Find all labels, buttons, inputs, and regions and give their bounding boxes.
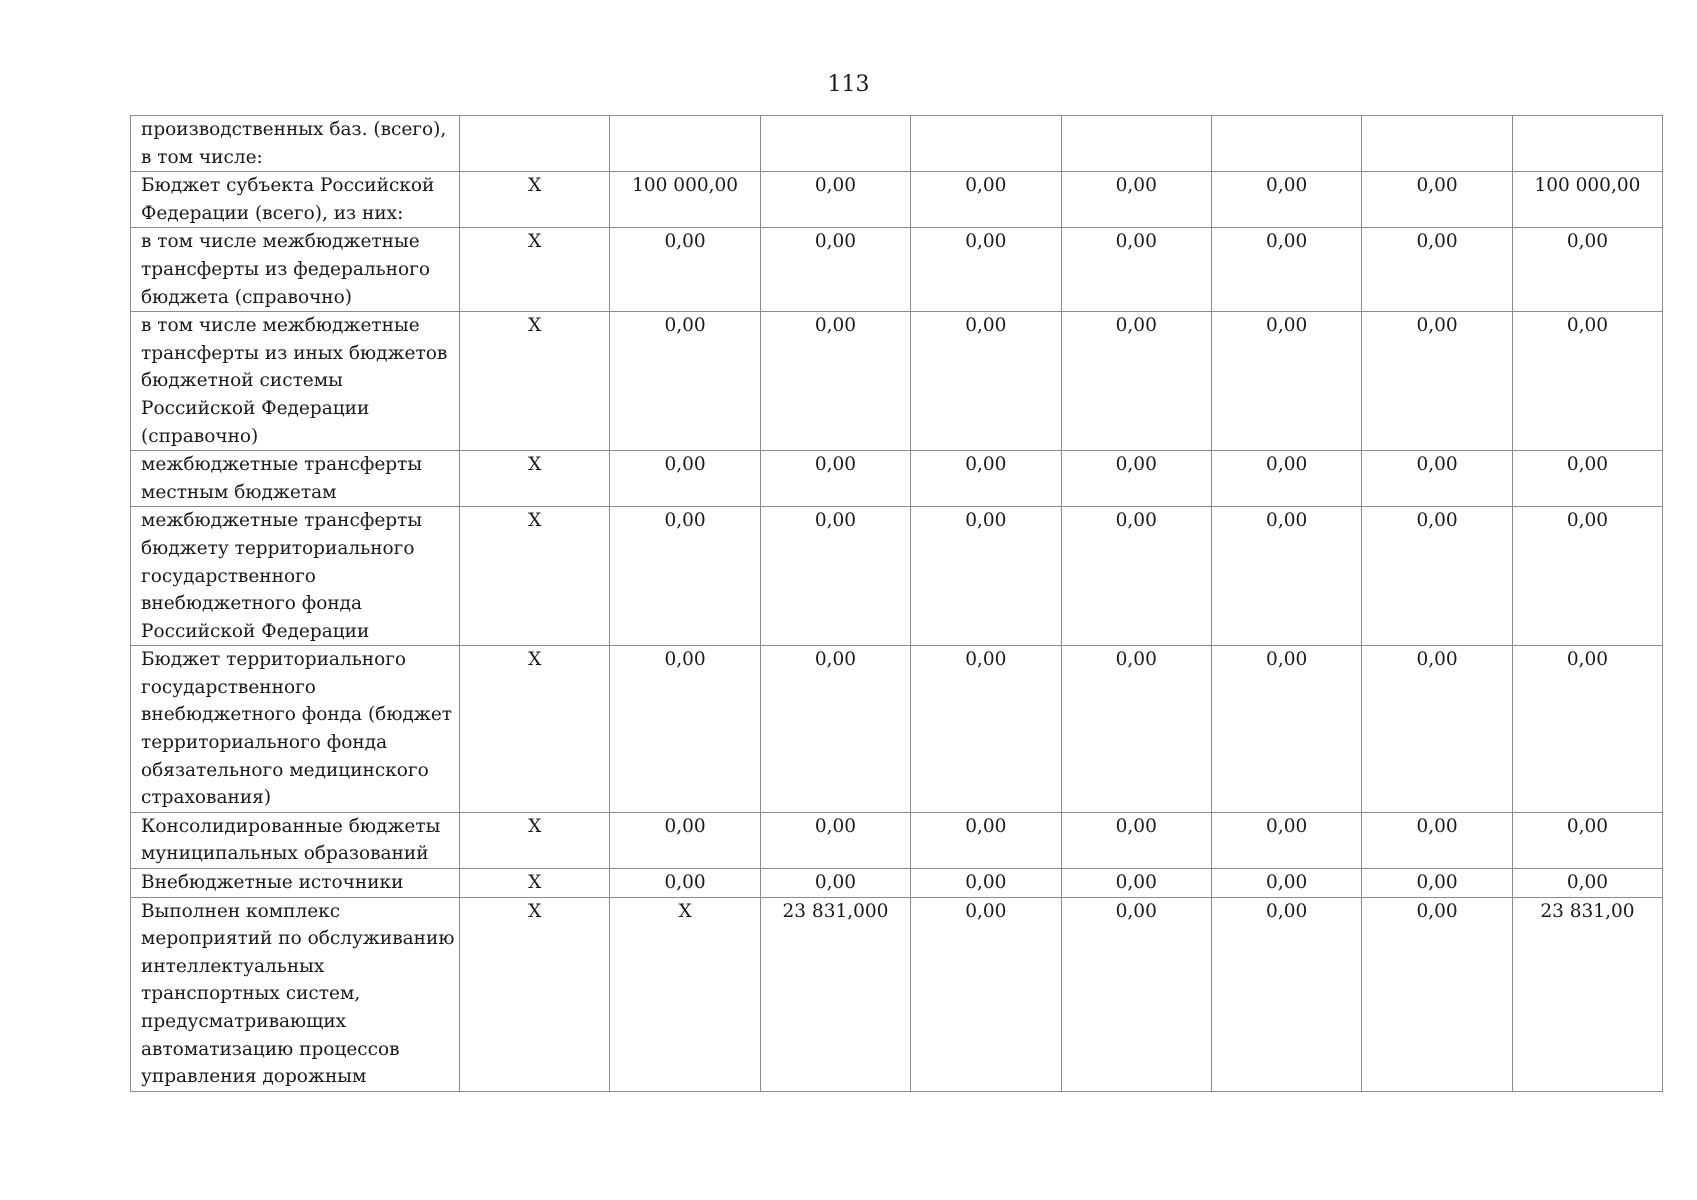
row-value-col-6: 0,00 — [1211, 897, 1361, 1091]
table-row — [131, 451, 1663, 507]
row-value-col-6: 0,00 — [1211, 451, 1361, 507]
row-value-col-4: 0,00 — [911, 228, 1061, 312]
row-value-col-6: 0,00 — [1211, 646, 1361, 813]
row-value-col-4: 0,00 — [911, 646, 1061, 813]
row-value-col-7: 0,00 — [1362, 897, 1512, 1091]
row-value-col-1: Х — [460, 897, 610, 1091]
row-value-col-8: 100 000,00 — [1512, 172, 1662, 228]
row-label: производственных баз. (всего), в том числе: — [131, 116, 460, 172]
row-value-col-2: Х — [610, 897, 760, 1091]
row-value-col-3: 0,00 — [760, 172, 910, 228]
row-value-col-6: 0,00 — [1211, 812, 1361, 868]
row-value-col-3: 0,00 — [760, 228, 910, 312]
row-value-col-1: Х — [460, 451, 610, 507]
row-value-col-3: 0,00 — [760, 646, 910, 813]
row-value-col-5: 0,00 — [1061, 228, 1211, 312]
row-value-col-4: 0,00 — [911, 312, 1061, 451]
row-value-col-4: 0,00 — [911, 172, 1061, 228]
row-value-col-1: Х — [460, 228, 610, 312]
row-label: в том числе межбюджетные трансферты из иных бюджетов бюджетной системы Российской Федерации (справочно) — [131, 312, 460, 451]
row-value-col-4: 0,00 — [911, 897, 1061, 1091]
row-value-col-1: Х — [460, 172, 610, 228]
row-value-col-7: 0,00 — [1362, 646, 1512, 813]
row-value-col-2: 0,00 — [610, 451, 760, 507]
table-row — [131, 116, 1663, 172]
row-value-col-5: 0,00 — [1061, 897, 1211, 1091]
row-value-col-3: 0,00 — [760, 312, 910, 451]
row-value-col-5: 0,00 — [1061, 812, 1211, 868]
row-value-col-6: 0,00 — [1211, 507, 1361, 646]
row-value-col-2: 0,00 — [610, 869, 760, 898]
table-row — [131, 812, 1663, 868]
row-value-col-3: 0,00 — [760, 451, 910, 507]
row-value-col-1: Х — [460, 646, 610, 813]
row-value-col-8: 23 831,00 — [1512, 897, 1662, 1091]
row-value-col-4: 0,00 — [911, 507, 1061, 646]
row-label: Бюджет субъекта Российской Федерации (всего), из них: — [131, 172, 460, 228]
row-label: Бюджет территориального государственного внебюджетного фонда (бюджет территориального фонда обязательного медицинского страхования) — [131, 646, 460, 813]
row-value-col-1: Х — [460, 869, 610, 898]
row-value-col-7: 0,00 — [1362, 507, 1512, 646]
row-value-col-6 — [1211, 116, 1361, 172]
row-value-col-8: 0,00 — [1512, 228, 1662, 312]
page-number: 113 — [827, 72, 870, 97]
row-value-col-4 — [911, 116, 1061, 172]
row-value-col-7 — [1362, 116, 1512, 172]
row-value-col-2: 0,00 — [610, 812, 760, 868]
table-body — [131, 116, 1663, 1092]
row-value-col-3: 0,00 — [760, 869, 910, 898]
row-value-col-8: 0,00 — [1512, 646, 1662, 813]
row-value-col-5: 0,00 — [1061, 172, 1211, 228]
row-label: Консолидированные бюджеты муниципальных образований — [131, 812, 460, 868]
table-row — [131, 228, 1663, 312]
row-value-col-7: 0,00 — [1362, 451, 1512, 507]
row-value-col-6: 0,00 — [1211, 172, 1361, 228]
row-value-col-2: 0,00 — [610, 312, 760, 451]
table-row — [131, 897, 1663, 1091]
row-value-col-1 — [460, 116, 610, 172]
row-value-col-1: Х — [460, 812, 610, 868]
row-value-col-7: 0,00 — [1362, 812, 1512, 868]
table-row — [131, 869, 1663, 898]
row-value-col-8 — [1512, 116, 1662, 172]
row-value-col-7: 0,00 — [1362, 869, 1512, 898]
row-value-col-4: 0,00 — [911, 869, 1061, 898]
table-row — [131, 646, 1663, 813]
row-value-col-2: 100 000,00 — [610, 172, 760, 228]
row-value-col-2: 0,00 — [610, 507, 760, 646]
row-label: межбюджетные трансферты местным бюджетам — [131, 451, 460, 507]
row-value-col-8: 0,00 — [1512, 869, 1662, 898]
row-value-col-5: 0,00 — [1061, 451, 1211, 507]
row-value-col-5: 0,00 — [1061, 312, 1211, 451]
row-value-col-3: 23 831,000 — [760, 897, 910, 1091]
row-label: Внебюджетные источники — [131, 869, 460, 898]
row-value-col-5: 0,00 — [1061, 869, 1211, 898]
row-value-col-4: 0,00 — [911, 451, 1061, 507]
row-value-col-1: Х — [460, 507, 610, 646]
row-value-col-6: 0,00 — [1211, 312, 1361, 451]
budget-table — [130, 115, 1663, 1092]
row-value-col-6: 0,00 — [1211, 228, 1361, 312]
row-label: межбюджетные трансферты бюджету территориального государственного внебюджетного фонда Российской Федерации — [131, 507, 460, 646]
row-value-col-2: 0,00 — [610, 646, 760, 813]
row-value-col-8: 0,00 — [1512, 812, 1662, 868]
row-value-col-8: 0,00 — [1512, 312, 1662, 451]
row-value-col-4: 0,00 — [911, 812, 1061, 868]
row-value-col-7: 0,00 — [1362, 172, 1512, 228]
row-value-col-5: 0,00 — [1061, 507, 1211, 646]
row-value-col-5: 0,00 — [1061, 646, 1211, 813]
row-value-col-1: Х — [460, 312, 610, 451]
table-row — [131, 172, 1663, 228]
table-row — [131, 507, 1663, 646]
row-label: в том числе межбюджетные трансферты из федерального бюджета (справочно) — [131, 228, 460, 312]
row-value-col-7: 0,00 — [1362, 228, 1512, 312]
row-value-col-7: 0,00 — [1362, 312, 1512, 451]
table-row — [131, 312, 1663, 451]
row-value-col-2 — [610, 116, 760, 172]
row-value-col-8: 0,00 — [1512, 451, 1662, 507]
row-value-col-6: 0,00 — [1211, 869, 1361, 898]
row-value-col-3 — [760, 116, 910, 172]
row-label: Выполнен комплекс мероприятий по обслуживанию интеллектуальных транспортных систем, предусматривающих автоматизацию процессов управления дорожным — [131, 897, 460, 1091]
row-value-col-3: 0,00 — [760, 812, 910, 868]
row-value-col-8: 0,00 — [1512, 507, 1662, 646]
row-value-col-3: 0,00 — [760, 507, 910, 646]
row-value-col-5 — [1061, 116, 1211, 172]
row-value-col-2: 0,00 — [610, 228, 760, 312]
